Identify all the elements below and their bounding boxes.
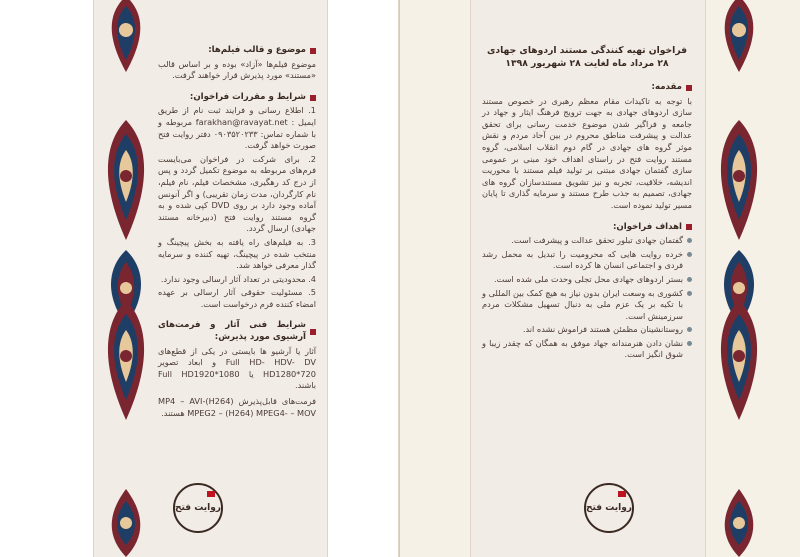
section-rules <box>158 92 316 311</box>
goal-text: روستانشینان مظمئن هستند فراموش نشده اند. <box>522 324 683 335</box>
rule-item: 5. مسئولیت حقوقی آثار ارسالی بر عهده امضاء کننده فرم درخواست است. <box>158 287 316 309</box>
page-title: فراخوان تهیه کنندگی مستند اردوهای جهادی ۲۸ مرداد ماه لغایت ۲۸ شهریور ۱۳۹۸ <box>486 45 688 69</box>
bullet-dot-icon <box>687 252 692 257</box>
section-heading <box>158 45 316 57</box>
rule-item: 3. به فیلم‌های راه یافته به بخش پیچینگ و منتخب شده در پیچینگ، تهیه کننده و سرمایه گذار معرفی خواهد شد. <box>158 236 316 271</box>
arabesque-icon <box>99 300 153 420</box>
arabesque-icon <box>712 300 766 420</box>
heading-text: شرایط فنی آثار و فرمت‌های آرشیوی مورد پذیرش: <box>158 320 306 343</box>
section-heading <box>158 92 316 104</box>
goal-item <box>482 249 692 272</box>
paragraph: آثار یا آرشیو ها بایستی در یکی از قطع‌های Full HD- HDV- DV و ابعاد تصویر HD1280*720 یا Full HD1920*1080 باشند. <box>158 345 316 391</box>
ravayat-fath-logo-icon <box>584 483 634 533</box>
paragraph: فرمت‌های قابل‌پذیرش (H264)MP4 – AVI- MPEG2 – (H264) MPEG4- – MOV هستند. <box>158 396 317 418</box>
intro-paragraph: با توجه به تاکیدات مقام معظم رهبری در خصوص مستند سازی اردوهای جهادی به جهت ترویج فرهنگ ایثار و جهاد در جامعه و فراگیر شدن موضوع خدمت رسانی برای تحقق عدالت و پیشرفت مناطق محروم در بین آحاد مردم و نقش موثر گروه های جهادی در گام دوم انقلاب اسلامی، گروه مستند روایت فتح در راستای اهداف خود مبنی بر عمومی سازی گفتمان جهادی مبتنی بر تولید فیلم مستند با محوریت اندیشه، خلاقیت، تجربه و نیز تشویق مستندسازان گروه های جهادی، تصمیم به جذب طرح مستند و سرمایه گذاری تا پایان مسیر تولید نموده است. <box>482 95 692 210</box>
goal-item <box>482 274 692 286</box>
goal-item <box>482 235 692 247</box>
bullet-square-icon <box>310 95 316 101</box>
bullet-dot-icon <box>687 341 692 346</box>
goal-item <box>482 324 692 336</box>
arabesque-icon <box>712 487 766 557</box>
paragraph: موضوع فیلم‌ها «آزاد» بوده و بر اساس قالب «مستند» مورد پذیرش قرار خواهند گرفت. <box>158 58 316 81</box>
bullet-dot-icon <box>687 238 692 243</box>
heading-text: اهداف فراخوان: <box>612 221 682 232</box>
goal-text: بستر اردوهای جهادی محل تجلی وحدت ملی شده است. <box>494 273 683 284</box>
logo-text: روایت فتح <box>586 503 632 513</box>
goal-text: گفتمان جهادی تبلور تحقق عدالت و پیشرفت است. <box>511 235 683 246</box>
logo-text: روایت فتح <box>175 503 221 513</box>
section-heading <box>482 82 692 94</box>
goal-item <box>482 288 692 323</box>
bullet-square-icon <box>686 85 692 91</box>
section-technical <box>158 320 316 419</box>
heading-text: مقدمه: <box>651 82 682 92</box>
goal-text: کشوری به وسعت ایران بدون نیاز به هیچ کمک بین المللی و با تکیه بر یک عزم ملی به دنبال تسهیل مشکلات مردم سرزمینش است. <box>482 287 683 321</box>
section-heading <box>482 222 692 234</box>
heading-text: شرایط و مقررات فراخوان: <box>189 91 306 102</box>
left-ornament-column <box>99 0 153 557</box>
arabesque-icon <box>712 120 766 240</box>
left-text-column <box>158 45 316 429</box>
bullet-square-icon <box>310 329 316 335</box>
arabesque-icon <box>712 0 766 74</box>
right-ornament-column <box>712 0 766 557</box>
goal-text: خرده روایت هایی که محرومیت را تبدیل به محمل رشد فردی و اجتماعی انسان ها کرده است. <box>482 248 683 271</box>
arabesque-icon <box>99 487 153 557</box>
rule-item: 1. اطلاع رسانی و فرایند ثبت نام از طریق ایمیل : farakhan@ravayat.net مربوطه و با شماره تماس: ۰۹۰۳۵۲۰۲۳۳ دفتر روایت فتح صورت خواهد گرفت. <box>158 105 316 151</box>
bullet-dot-icon <box>687 327 692 332</box>
arabesque-icon <box>99 120 153 240</box>
section-film-topic <box>158 45 316 82</box>
bullet-square-icon <box>686 224 692 230</box>
rule-item: 2. برای شرکت در فراخوان می‌بایست فرم‌های مربوطه به موضوع تکمیل گردد و پس از درج کد رهگیری، مشخصات فیلم، نام فیلم، نام کارگردان، مدت زمان تقریبی) و اگر آنونس آماده وجود دارد بر روی DVD کپی شده و به گروه مستند روایت فتح (دبیرخانه مستند جهادی) ارسال گردد. <box>158 153 316 234</box>
heading-text: موضوع و قالب فیلم‌ها: <box>208 45 306 55</box>
section-heading <box>158 320 316 343</box>
ravayat-fath-logo-icon <box>173 483 223 533</box>
bullet-dot-icon <box>687 277 692 282</box>
arabesque-icon <box>99 0 153 74</box>
bullet-dot-icon <box>687 291 692 296</box>
flag-icon <box>207 491 215 497</box>
rule-item: 4. محدودیتی در تعداد آثار ارسالی وجود ندارد. <box>160 273 316 284</box>
goal-text: نشان دادن هنرمندانه جهاد موفق به همگان که چقدر زیبا و شوق انگیز است. <box>482 337 683 360</box>
flag-icon <box>618 491 626 497</box>
bullet-square-icon <box>310 48 316 54</box>
goal-item <box>482 338 692 361</box>
right-text-column <box>482 44 692 363</box>
